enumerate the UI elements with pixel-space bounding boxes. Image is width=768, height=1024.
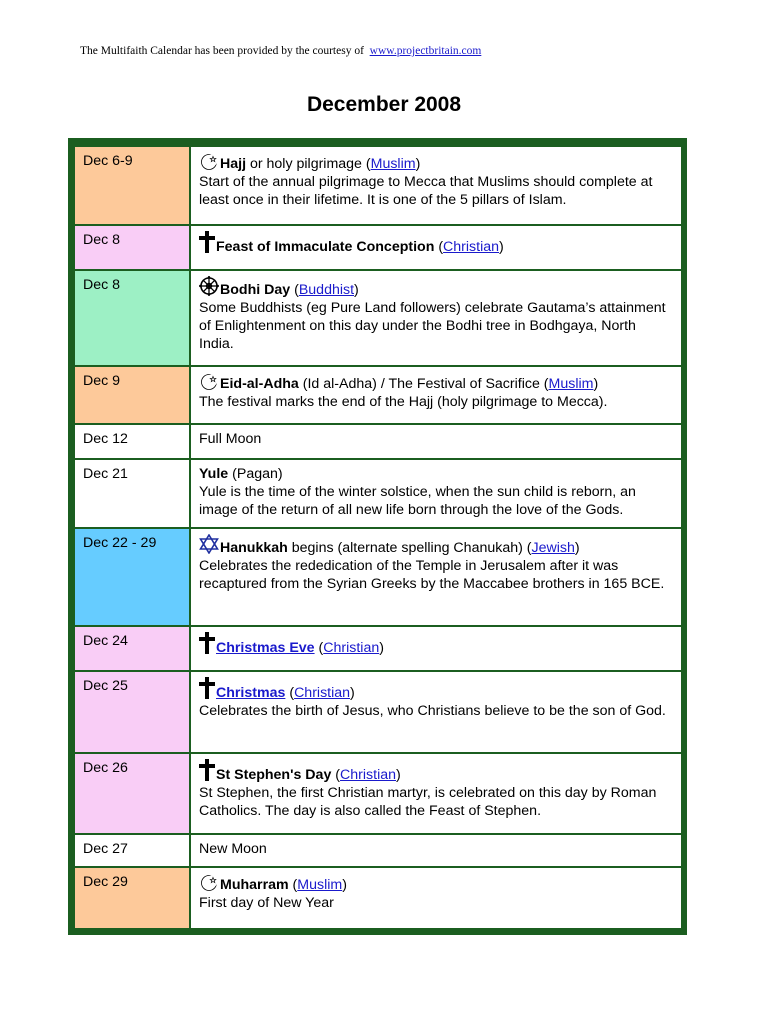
table-row: [74, 146, 682, 225]
table-row: [74, 424, 682, 459]
christmas-eve-link[interactable]: Christmas Eve: [216, 640, 315, 656]
event-description: Yule is the time of the winter solstice, when the sun child is reborn, an image of the return of all new life born through the love of the Gods.: [199, 484, 636, 518]
paren-close: ): [396, 767, 401, 783]
event-description: First day of New Year: [199, 895, 334, 911]
cross-icon: [199, 759, 215, 781]
crescent-star-icon: [199, 372, 219, 390]
faith-link-jewish[interactable]: Jewish: [531, 540, 575, 556]
paren-close: ): [499, 239, 504, 255]
cross-icon: [199, 231, 215, 253]
faith-link-muslim[interactable]: Muslim: [297, 877, 343, 893]
event-title-suffix: (: [288, 877, 298, 893]
date-cell: Dec 24: [74, 626, 190, 671]
page-title: December 2008: [306, 93, 462, 116]
event-description: The festival marks the end of the Hajj (holy pilgrimage to Mecca).: [199, 394, 608, 410]
event-title-suffix: (: [285, 685, 295, 701]
paren-close: ): [354, 282, 359, 298]
event-title-suffix: begins (alternate spelling Chanukah) (: [287, 540, 532, 556]
calendar-frame: [68, 138, 687, 935]
paren-close: ): [350, 685, 355, 701]
faith-link-muslim[interactable]: Muslim: [370, 156, 416, 172]
table-row: [74, 459, 682, 528]
event-title-suffix: (: [331, 767, 341, 783]
event-cell: [190, 225, 682, 270]
table-row: [74, 753, 682, 834]
faith-link-christian[interactable]: Christian: [340, 767, 396, 783]
faith-link-christian[interactable]: Christian: [323, 640, 380, 656]
table-row: [74, 834, 682, 867]
paren-close: ): [342, 877, 347, 893]
date-cell: Dec 6-9: [74, 146, 190, 225]
table-row: [74, 225, 682, 270]
event-description: St Stephen, the first Christian martyr, is celebrated on this day by Roman Catholics. The day is also called the Feast of Stephen.: [199, 785, 657, 819]
event-cell: [190, 424, 682, 459]
table-row: [74, 867, 682, 929]
faith-link-muslim[interactable]: Muslim: [548, 376, 594, 392]
event-cell: [190, 626, 682, 671]
event-title-suffix: (: [434, 239, 444, 255]
date-cell: Dec 8: [74, 270, 190, 366]
cross-icon: [199, 677, 215, 699]
event-title: Hanukkah: [220, 540, 288, 556]
event-description: Some Buddhists (eg Pure Land followers) celebrate Gautama’s attainment of Enlightenment on this day under the Bodhi tree in Bodhgaya, North India.: [199, 300, 666, 352]
event-text: Full Moon: [199, 431, 262, 447]
event-cell: [190, 146, 682, 225]
date-cell: Dec 12: [74, 424, 190, 459]
crescent-star-icon: [199, 152, 219, 170]
event-title-suffix: (Pagan): [228, 466, 283, 482]
event-cell: [190, 671, 682, 753]
event-description: Celebrates the birth of Jesus, who Christians believe to be the son of God.: [199, 703, 666, 719]
paren-close: ): [415, 156, 421, 172]
faith-link-christian[interactable]: Christian: [294, 685, 351, 701]
event-cell: [190, 459, 682, 528]
cross-icon: [199, 632, 215, 654]
event-title: Bodhi Day: [220, 282, 291, 298]
paren-close: ): [574, 540, 580, 556]
date-cell: Dec 26: [74, 753, 190, 834]
event-title: Hajj: [220, 156, 247, 172]
date-cell: Dec 22 - 29: [74, 528, 190, 626]
date-cell: Dec 8: [74, 225, 190, 270]
event-title: Muharram: [220, 877, 289, 893]
date-cell: Dec 9: [74, 366, 190, 424]
event-cell: [190, 834, 682, 867]
event-title-suffix: or holy pilgrimage (: [246, 156, 371, 172]
event-cell: [190, 867, 682, 929]
event-title-suffix: (Id al-Adha) / The Festival of Sacrifice (: [298, 376, 549, 392]
crescent-star-icon: [199, 873, 219, 891]
table-row: [74, 626, 682, 671]
table-row: [74, 366, 682, 424]
event-title-suffix: (: [290, 282, 299, 298]
paren-close: ): [379, 640, 384, 656]
event-title: Yule: [199, 466, 229, 482]
date-cell: Dec 27: [74, 834, 190, 867]
date-cell: Dec 25: [74, 671, 190, 753]
christmas-link[interactable]: Christmas: [216, 685, 286, 701]
event-title: Feast of Immaculate Conception: [216, 239, 435, 255]
event-title: St Stephen's Day: [216, 767, 332, 783]
table-row: [74, 270, 682, 366]
credit-text: The Multifaith Calendar has been provided by the courtesy of: [80, 45, 364, 57]
table-row: [74, 528, 682, 626]
date-cell: Dec 29: [74, 867, 190, 929]
star-of-david-icon: [199, 534, 219, 554]
date-cell: Dec 21: [74, 459, 190, 528]
event-description: Celebrates the rededication of the Temple in Jerusalem after it was recaptured from the Syrian Greeks by the Maccabee brothers in 165 BCE.: [199, 558, 665, 592]
event-cell: [190, 270, 682, 366]
paren-close: ): [593, 376, 599, 392]
event-cell: [190, 753, 682, 834]
faith-link-buddhist[interactable]: Buddhist: [298, 282, 355, 298]
event-title-suffix: (: [314, 640, 324, 656]
event-cell: [190, 528, 682, 626]
faith-link-christian[interactable]: Christian: [443, 239, 500, 255]
dharma-wheel-icon: [199, 276, 219, 296]
event-title: Eid-al-Adha: [220, 376, 299, 392]
event-cell: [190, 366, 682, 424]
calendar-table: [73, 145, 683, 930]
credit-line: [80, 45, 481, 57]
event-description: Start of the annual pilgrimage to Mecca that Muslims should complete at least once in their lifetime. It is one of the 5 pillars of Islam.: [199, 174, 653, 208]
projectbritain-link[interactable]: www.projectbritain.com: [369, 45, 482, 57]
event-text: New Moon: [199, 841, 267, 857]
table-row: [74, 671, 682, 753]
